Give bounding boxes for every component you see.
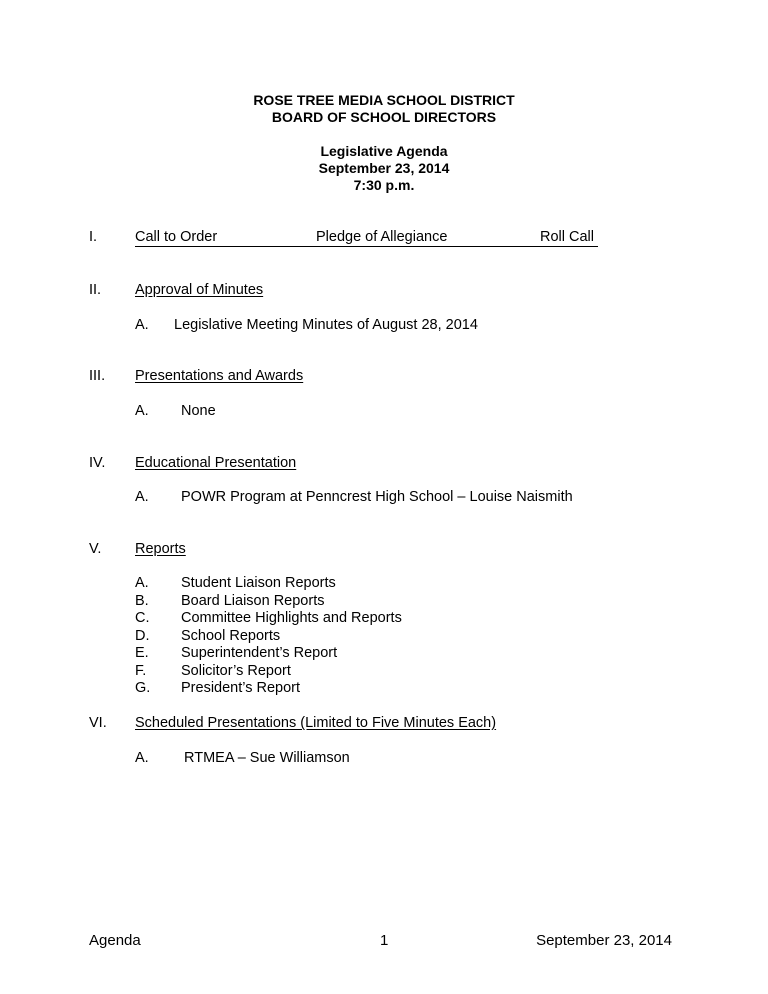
- item-text: None: [181, 403, 216, 419]
- item-text: Student Liaison Reports: [181, 575, 336, 591]
- district-name: ROSE TREE MEDIA SCHOOL DISTRICT: [253, 92, 515, 108]
- roll-call-label: Roll Call: [540, 229, 594, 245]
- item-text: Committee Highlights and Reports: [181, 610, 402, 626]
- section-title: Reports: [135, 541, 186, 557]
- report-items: [181, 575, 402, 698]
- item-letter: A.: [135, 403, 149, 419]
- item-text: Legislative Meeting Minutes of August 28, 2014: [174, 317, 478, 333]
- item-letter: A.: [135, 489, 149, 505]
- item-letter: C.: [135, 610, 150, 626]
- item-letter: G.: [135, 680, 151, 696]
- footer-date: September 23, 2014: [536, 932, 672, 949]
- item-letter: D.: [135, 627, 150, 644]
- meeting-date: September 23, 2014: [318, 160, 450, 176]
- item-letter: E.: [135, 645, 149, 661]
- item-letter: A.: [135, 575, 149, 591]
- section-title: Educational Presentation: [135, 455, 297, 471]
- meeting-time: 7:30 p.m.: [353, 177, 415, 193]
- item-letter: F.: [135, 662, 147, 679]
- item-letter: A.: [135, 750, 149, 766]
- item-text: President’s Report: [181, 680, 301, 696]
- item-text: RTMEA – Sue Williamson: [184, 750, 350, 766]
- board-name: BOARD OF SCHOOL DIRECTORS: [271, 109, 497, 125]
- call-to-order-label: Call to Order: [135, 229, 218, 245]
- agenda-title: Legislative Agenda: [320, 143, 448, 159]
- item-text: Board Liaison Reports: [181, 592, 325, 609]
- section-title: Presentations and Awards: [135, 368, 304, 384]
- item-text: Superintendent’s Report: [181, 645, 338, 661]
- report-letters: [135, 575, 150, 698]
- section-numeral: VI.: [89, 715, 107, 731]
- item-letter: B.: [135, 592, 149, 609]
- section-numeral: IV.: [89, 455, 106, 471]
- item-text: POWR Program at Penncrest High School – Louise Naismith: [181, 489, 573, 505]
- item-text: Solicitor’s Report: [181, 662, 291, 679]
- footer-label: Agenda: [89, 932, 141, 949]
- section-title: Scheduled Presentations (Limited to Five Minutes Each): [135, 715, 497, 731]
- item-letter: A.: [135, 317, 149, 333]
- section-numeral: V.: [89, 541, 102, 557]
- section-underline: [135, 246, 598, 247]
- page-number: 1: [380, 932, 389, 949]
- section-numeral: II.: [89, 282, 102, 298]
- section-numeral: III.: [89, 368, 106, 384]
- item-text: School Reports: [181, 627, 281, 644]
- pledge-label: Pledge of Allegiance: [316, 229, 448, 245]
- section-title: Approval of Minutes: [135, 282, 264, 298]
- section-numeral: I.: [89, 229, 98, 245]
